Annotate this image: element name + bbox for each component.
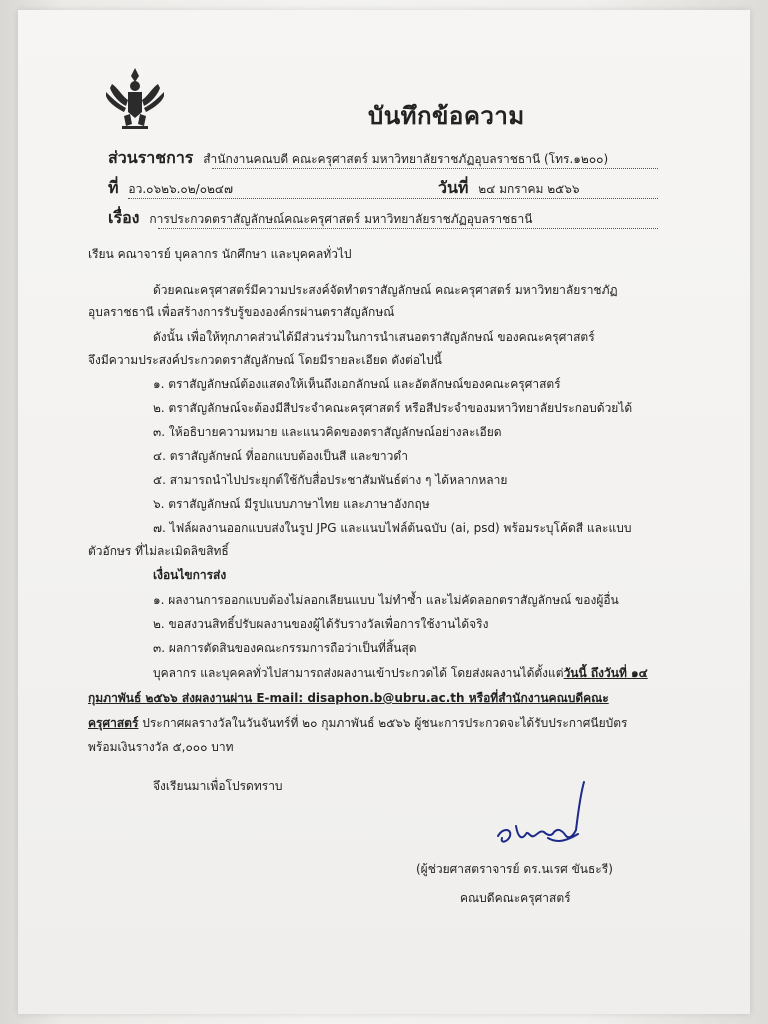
document-title: บันทึกข้อความ (368, 102, 525, 130)
deadline-emphasis: วันนี้ ถึงวันที่ ๑๔ (563, 666, 648, 680)
paragraph-1-line-1: ด้วยคณะครุศาสตร์มีความประสงค์จัดทำตราสัญลักษณ์ คณะครุศาสตร์ มหาวิทยาลัยราชภัฏ (153, 283, 618, 297)
paragraph-3-line-4: พร้อมเงินรางวัล ๕,๐๐๐ บาท (88, 740, 234, 754)
signatory-name: (ผู้ช่วยศาสตราจารย์ ดร.นเรศ ขันธะรี) (416, 862, 613, 876)
paragraph-3-text: บุคลากร และบุคคลทั่วไปสามารถส่งผลงานเข้าประกวดได้ โดยส่งผลงานได้ตั้งแต่ (153, 666, 564, 680)
memo-page (18, 10, 750, 1014)
reference-label: ที่ (108, 178, 119, 197)
list-item: ๕. สามารถนำไปประยุกต์ใช้กับสื่อประชาสัมพันธ์ต่าง ๆ ได้หลากหลาย (153, 473, 508, 487)
agency-label: ส่วนราชการ (108, 148, 194, 167)
signatory-position: คณบดีคณะครุศาสตร์ (460, 891, 571, 905)
subject-value: การประกวดตราสัญลักษณ์คณะครุศาสตร์ มหาวิทยาลัยราชภัฏอุบลราชธานี (149, 212, 533, 226)
signature-scribble (488, 778, 628, 858)
list-item: ๔. ตราสัญลักษณ์ ที่ออกแบบต้องเป็นสี และขาวดำ (153, 449, 408, 463)
list-item: ๑. ตราสัญลักษณ์ต้องแสดงให้เห็นถึงเอกลักษณ์ และอัตลักษณ์ของคณะครุศาสตร์ (153, 377, 561, 391)
conditions-heading: เงื่อนไขการส่ง (153, 568, 227, 582)
salutation: เรียน คณาจารย์ บุคลากร นักศึกษา และบุคคลทั่วไป (88, 247, 352, 261)
agency-value: สำนักงานคณบดี คณะครุศาสตร์ มหาวิทยาลัยราชภัฏอุบลราชธานี (โทร.๑๒๐๐) (203, 152, 609, 166)
list-item: ๖. ตราสัญลักษณ์ มีรูปแบบภาษาไทย และภาษาอังกฤษ (153, 497, 430, 511)
reference-dotted-rule (128, 198, 658, 199)
reference-value: อว.๐๖๒๖.๐๒/๐๒๔๗ (128, 182, 234, 196)
list-item: ๓. ให้อธิบายความหมาย และแนวคิดของตราสัญลักษณ์อย่างละเอียด (153, 425, 502, 439)
subject-dotted-rule (158, 228, 658, 229)
paragraph-3-line-1 (153, 665, 648, 681)
agency-dotted-rule (212, 168, 658, 169)
paragraph-2-line-2: จึงมีความประสงค์ประกวดตราสัญลักษณ์ โดยมีรายละเอียด ดังต่อไปนี้ (88, 353, 442, 367)
subject-label: เรื่อง (108, 208, 140, 227)
paragraph-2-line-1: ดังนั้น เพื่อให้ทุกภาคส่วนได้มีส่วนร่วมในการนำเสนอตราสัญลักษณ์ ของคณะครุศาสตร์ (153, 330, 595, 344)
closing-text: จึงเรียนมาเพื่อโปรดทราบ (153, 779, 283, 793)
date-label: วันที่ (438, 178, 469, 197)
paragraph-3-line-2: กุมภาพันธ์ ๒๕๖๖ ส่งผลงานผ่าน E-mail: disaphon.b@ubru.ac.th หรือที่สำนักงานคณบดีคณะ (88, 691, 609, 705)
paragraph-1-line-2: อุบลราชธานี เพื่อสร้างการรับรู้ขององค์กรผ่านตราสัญลักษณ์ (88, 305, 395, 319)
list-item-7-line-2: ตัวอักษร ที่ไม่ละเมิดลิขสิทธิ์ (88, 544, 229, 558)
condition-item: ๑. ผลงานการออกแบบต้องไม่ลอกเลียนแบบ ไม่ทำซ้ำ และไม่คัดลอกตราสัญลักษณ์ ของผู้อื่น (153, 593, 619, 607)
date-value: ๒๔ มกราคม ๒๕๖๖ (478, 182, 580, 196)
condition-item: ๓. ผลการตัดสินของคณะกรรมการถือว่าเป็นที่สิ้นสุด (153, 641, 417, 655)
faculty-emphasis: ครุศาสตร์ (88, 716, 139, 730)
announcement-text: ประกาศผลรางวัลในวันจันทร์ที่ ๒๐ กุมภาพันธ์ ๒๕๖๖ ผู้ชนะการประกวดจะได้รับประกาศนียบัตร (138, 716, 628, 730)
paragraph-3-line-3 (88, 715, 628, 731)
list-item-7-line-1: ๗. ไฟล์ผลงานออกแบบส่งในรูป JPG และแนบไฟล์ต้นฉบับ (ai, psd) พร้อมระบุโค้ดสี และแบบ (153, 521, 632, 535)
condition-item: ๒. ขอสงวนสิทธิ์ปรับผลงานของผู้ได้รับรางวัลเพื่อการใช้งานได้จริง (153, 617, 489, 631)
list-item: ๒. ตราสัญลักษณ์จะต้องมีสีประจำคณะครุศาสตร์ หรือสีประจำของมหาวิทยาลัยประกอบด้วยได้ (153, 401, 633, 415)
garuda-emblem-icon (104, 66, 166, 132)
